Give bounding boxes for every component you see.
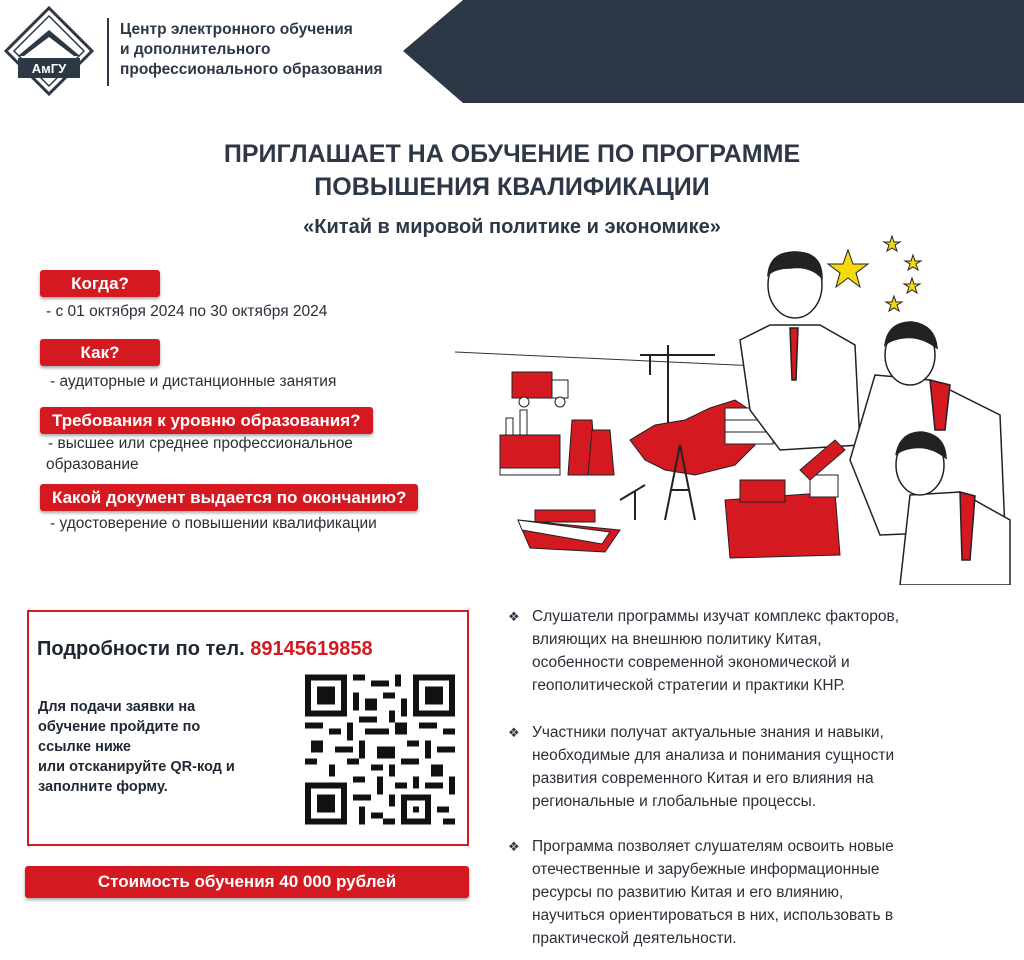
- apply-line: ссылке ниже: [38, 739, 131, 755]
- bullet-item: [508, 721, 1008, 813]
- info-document: - удостоверение о повышении квалификации: [50, 515, 377, 532]
- header-divider: [107, 18, 109, 86]
- bullet-line: развития современного Китая и его влияния на: [532, 770, 874, 787]
- bullet-line: Программа позволяет слушателям освоить новые: [532, 838, 894, 855]
- phone-label: Подробности по тел.: [37, 638, 245, 660]
- apply-line: заполните форму.: [38, 779, 168, 795]
- apply-line: или отсканируйте QR-код и: [38, 759, 235, 775]
- title-line: ПОВЫШЕНИЯ КВАЛИФИКАЦИИ: [314, 173, 710, 201]
- cargo-ship-icon: [518, 510, 620, 552]
- qr-code[interactable]: [305, 673, 455, 826]
- info-when: - с 01 октября 2024 по 30 октября 2024: [46, 303, 328, 320]
- price-banner: Стоимость обучения 40 000 рублей: [25, 866, 469, 898]
- label-when: Когда?: [40, 270, 160, 297]
- apply-line: Для подачи заявки на: [38, 699, 196, 715]
- truck-icon: [512, 372, 568, 407]
- bullet-line: Слушатели программы изучат комплекс факторов,: [532, 608, 900, 625]
- org-line: профессионального образования: [120, 61, 383, 78]
- program-title: «Китай в мировой политике и экономике»: [303, 216, 721, 238]
- bullet-line: региональные и глобальные процессы.: [532, 793, 817, 810]
- bullet-line: необходимые для анализа и понимания сущности: [532, 747, 895, 764]
- info-education: [48, 433, 353, 475]
- factory-icon: [500, 410, 560, 475]
- apply-line: обучение пройдите по: [38, 719, 201, 735]
- info-line: - высшее или среднее профессиональное: [48, 435, 353, 452]
- info-line: образование: [46, 456, 139, 473]
- bullet-line: Участники получат актуальные знания и навыки,: [532, 724, 884, 741]
- bullet-line: геополитической стратегии и практики КНР.: [532, 677, 846, 694]
- bullet-line: научиться ориентироваться в них, использовать в: [532, 907, 894, 924]
- label-how: Как?: [40, 339, 160, 366]
- label-education: Требования к уровню образования?: [40, 407, 373, 434]
- bullet-line: влияющих на внешнюю политику Китая,: [532, 631, 822, 648]
- header-band: [403, 0, 1024, 103]
- bullet-line: ресурсы по развитию Китая и его влиянию,: [532, 884, 844, 901]
- label-document: Какой документ выдается по окончанию?: [40, 484, 418, 511]
- org-line: и дополнительного: [120, 41, 271, 58]
- page-title: [0, 138, 1024, 204]
- org-line: Центр электронного обучения: [120, 21, 353, 38]
- phone-line: [37, 638, 373, 661]
- bullet-item: [508, 835, 1008, 950]
- org-name: [120, 20, 420, 80]
- diamond-bullet-icon: ❖: [508, 725, 520, 740]
- power-plant-icon: [568, 420, 614, 475]
- title-line: ПРИГЛАШАЕТ НА ОБУЧЕНИЕ ПО ПРОГРАММЕ: [223, 140, 801, 168]
- bullet-item: [508, 605, 1008, 697]
- china-economy-illustration: [450, 230, 1015, 585]
- info-how: - аудиторные и дистанционные занятия: [50, 373, 337, 390]
- phone-number[interactable]: 89145619858: [250, 638, 373, 660]
- logo-text: АмГУ: [31, 61, 67, 76]
- diamond-bullet-icon: ❖: [508, 839, 520, 854]
- bullet-line: особенности современной экономической и: [532, 654, 850, 671]
- diamond-bullet-icon: ❖: [508, 609, 520, 624]
- bullet-line: отечественные и зарубежные информационные: [532, 861, 880, 878]
- amgu-logo: [4, 6, 94, 96]
- goods-box-icon: [725, 475, 840, 558]
- apply-instructions: [38, 697, 300, 797]
- stars-icon: [828, 236, 921, 311]
- bullet-line: практической деятельности.: [532, 930, 737, 947]
